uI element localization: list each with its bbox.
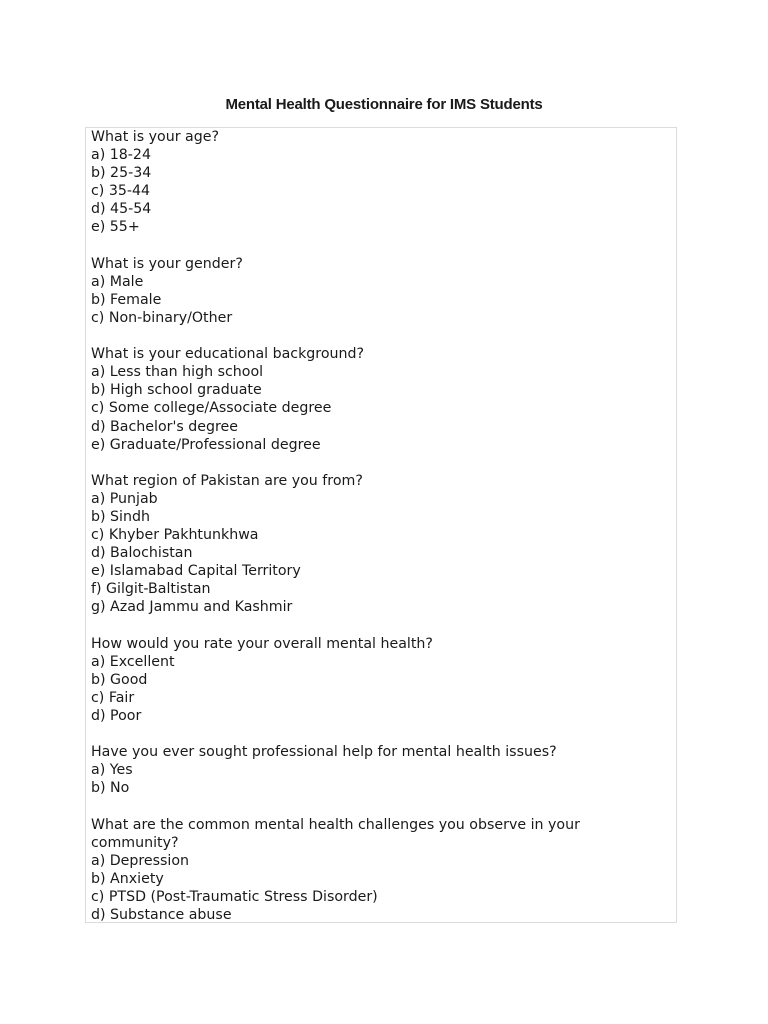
answer-option: e) Islamabad Capital Territory [91, 563, 301, 580]
answer-option: d) Poor [91, 708, 142, 724]
question-text: What is your educational background? [91, 346, 365, 363]
answer-option: a) 18-24 [91, 147, 151, 164]
answer-option: f) Gilgit-Baltistan [91, 581, 211, 598]
answer-option: c) 35-44 [91, 183, 151, 200]
answer-option: c) Some college/Associate degree [91, 400, 332, 417]
answer-option: e) Graduate/Professional degree [91, 436, 321, 453]
question-professional-help [91, 743, 676, 797]
question-text: What is your gender? [91, 255, 243, 272]
question-text: What is your age? [91, 129, 219, 145]
answer-option: a) Depression [91, 852, 190, 869]
answer-option: a) Excellent [91, 653, 175, 670]
question-region [91, 472, 676, 617]
answer-option: a) Less than high school [91, 364, 264, 381]
question-age [91, 128, 676, 237]
answer-option: g) Azad Jammu and Kashmir [91, 599, 293, 616]
answer-option: d) Bachelor's degree [91, 418, 238, 435]
question-community-challenges [91, 816, 676, 923]
answer-option: d) 45-54 [91, 201, 152, 218]
question-gender [91, 255, 676, 327]
answer-option: b) High school graduate [91, 382, 262, 399]
question-text: What are the common mental health challenges you observe in your community? [91, 816, 585, 851]
questionnaire-box [85, 127, 677, 923]
page-title: Mental Health Questionnaire for IMS Students [225, 96, 543, 113]
answer-option: b) Sindh [91, 508, 150, 525]
answer-option: a) Punjab [91, 490, 158, 507]
answer-option: d) Substance abuse [91, 907, 232, 923]
answer-option: c) PTSD (Post-Traumatic Stress Disorder) [91, 888, 378, 905]
answer-option: b) No [91, 780, 130, 797]
answer-option: a) Yes [91, 762, 133, 779]
answer-option: b) 25-34 [91, 165, 152, 182]
answer-option: b) Good [91, 671, 148, 688]
answer-option: a) Male [91, 273, 144, 290]
question-text: Have you ever sought professional help for mental health issues? [91, 744, 557, 761]
answer-option: b) Anxiety [91, 870, 164, 887]
answer-option: b) Female [91, 291, 162, 308]
answer-option: c) Khyber Pakhtunkhwa [91, 527, 259, 544]
question-education [91, 345, 676, 454]
answer-option: e) 55+ [91, 219, 140, 236]
question-mental-health-rating [91, 635, 676, 725]
answer-option: d) Balochistan [91, 545, 193, 562]
answer-option: c) Non-binary/Other [91, 309, 233, 326]
question-text: How would you rate your overall mental health? [91, 635, 433, 652]
answer-option: c) Fair [91, 689, 135, 706]
question-text: What region of Pakistan are you from? [91, 472, 363, 489]
